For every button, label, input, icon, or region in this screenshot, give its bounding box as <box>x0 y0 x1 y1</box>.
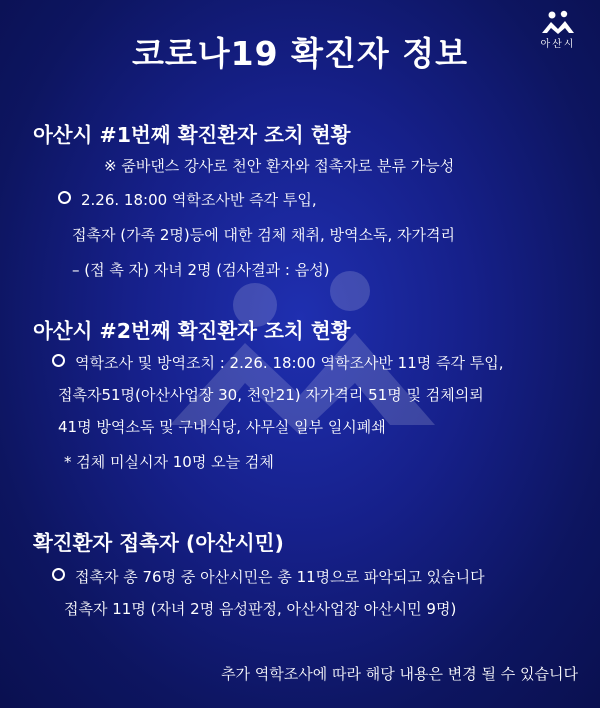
footer-notice: 추가 역학조사에 따라 해당 내용은 변경 될 수 있습니다 <box>221 665 578 683</box>
section2-heading: 아산시 #2번째 확진환자 조치 현황 <box>33 319 351 343</box>
section3-line-1: 접촉자 총 76명 중 아산시민은 총 11명으로 파악되고 있습니다 <box>52 566 485 587</box>
section1-line-3: – (접 촉 자) 자녀 2명 (검사결과 : 음성) <box>72 261 330 279</box>
section3-line-2: 접촉자 11명 (자녀 2명 음성판정, 아산사업장 아산시민 9명) <box>64 600 457 618</box>
section2-line-1: 역학조사 및 방역조치 : 2.26. 18:00 역학조사반 11명 즉각 투입, <box>52 352 504 373</box>
logo-text: 아산시 <box>540 39 576 50</box>
bullet-circle-icon <box>52 568 65 581</box>
page-title: 코로나19 확진자 정보 <box>132 34 468 73</box>
section1-line-1: 2.26. 18:00 역학조사반 즉각 투입, <box>58 189 317 210</box>
section2-note: * 검체 미실시자 10명 오늘 검체 <box>64 453 274 471</box>
bullet-circle-icon <box>52 354 65 367</box>
section1-note: ※ 줌바댄스 강사로 천안 환자와 접촉자로 분류 가능성 <box>104 157 455 175</box>
section3-heading: 확진환자 접촉자 (아산시민) <box>33 531 284 555</box>
bullet-circle-icon <box>58 191 71 204</box>
watermark-logo <box>150 265 450 435</box>
section1-line-2: 접촉자 (가족 2명)등에 대한 검체 채취, 방역소독, 자가격리 <box>72 226 455 244</box>
section2-line-3: 41명 방역소독 및 구내식당, 사무실 일부 일시폐쇄 <box>58 418 386 436</box>
section1-heading: 아산시 #1번째 확진환자 조치 현황 <box>33 123 351 147</box>
section2-line-2: 접촉자51명(아산사업장 30, 천안21) 자가격리 51명 및 검체의뢰 <box>58 386 484 404</box>
